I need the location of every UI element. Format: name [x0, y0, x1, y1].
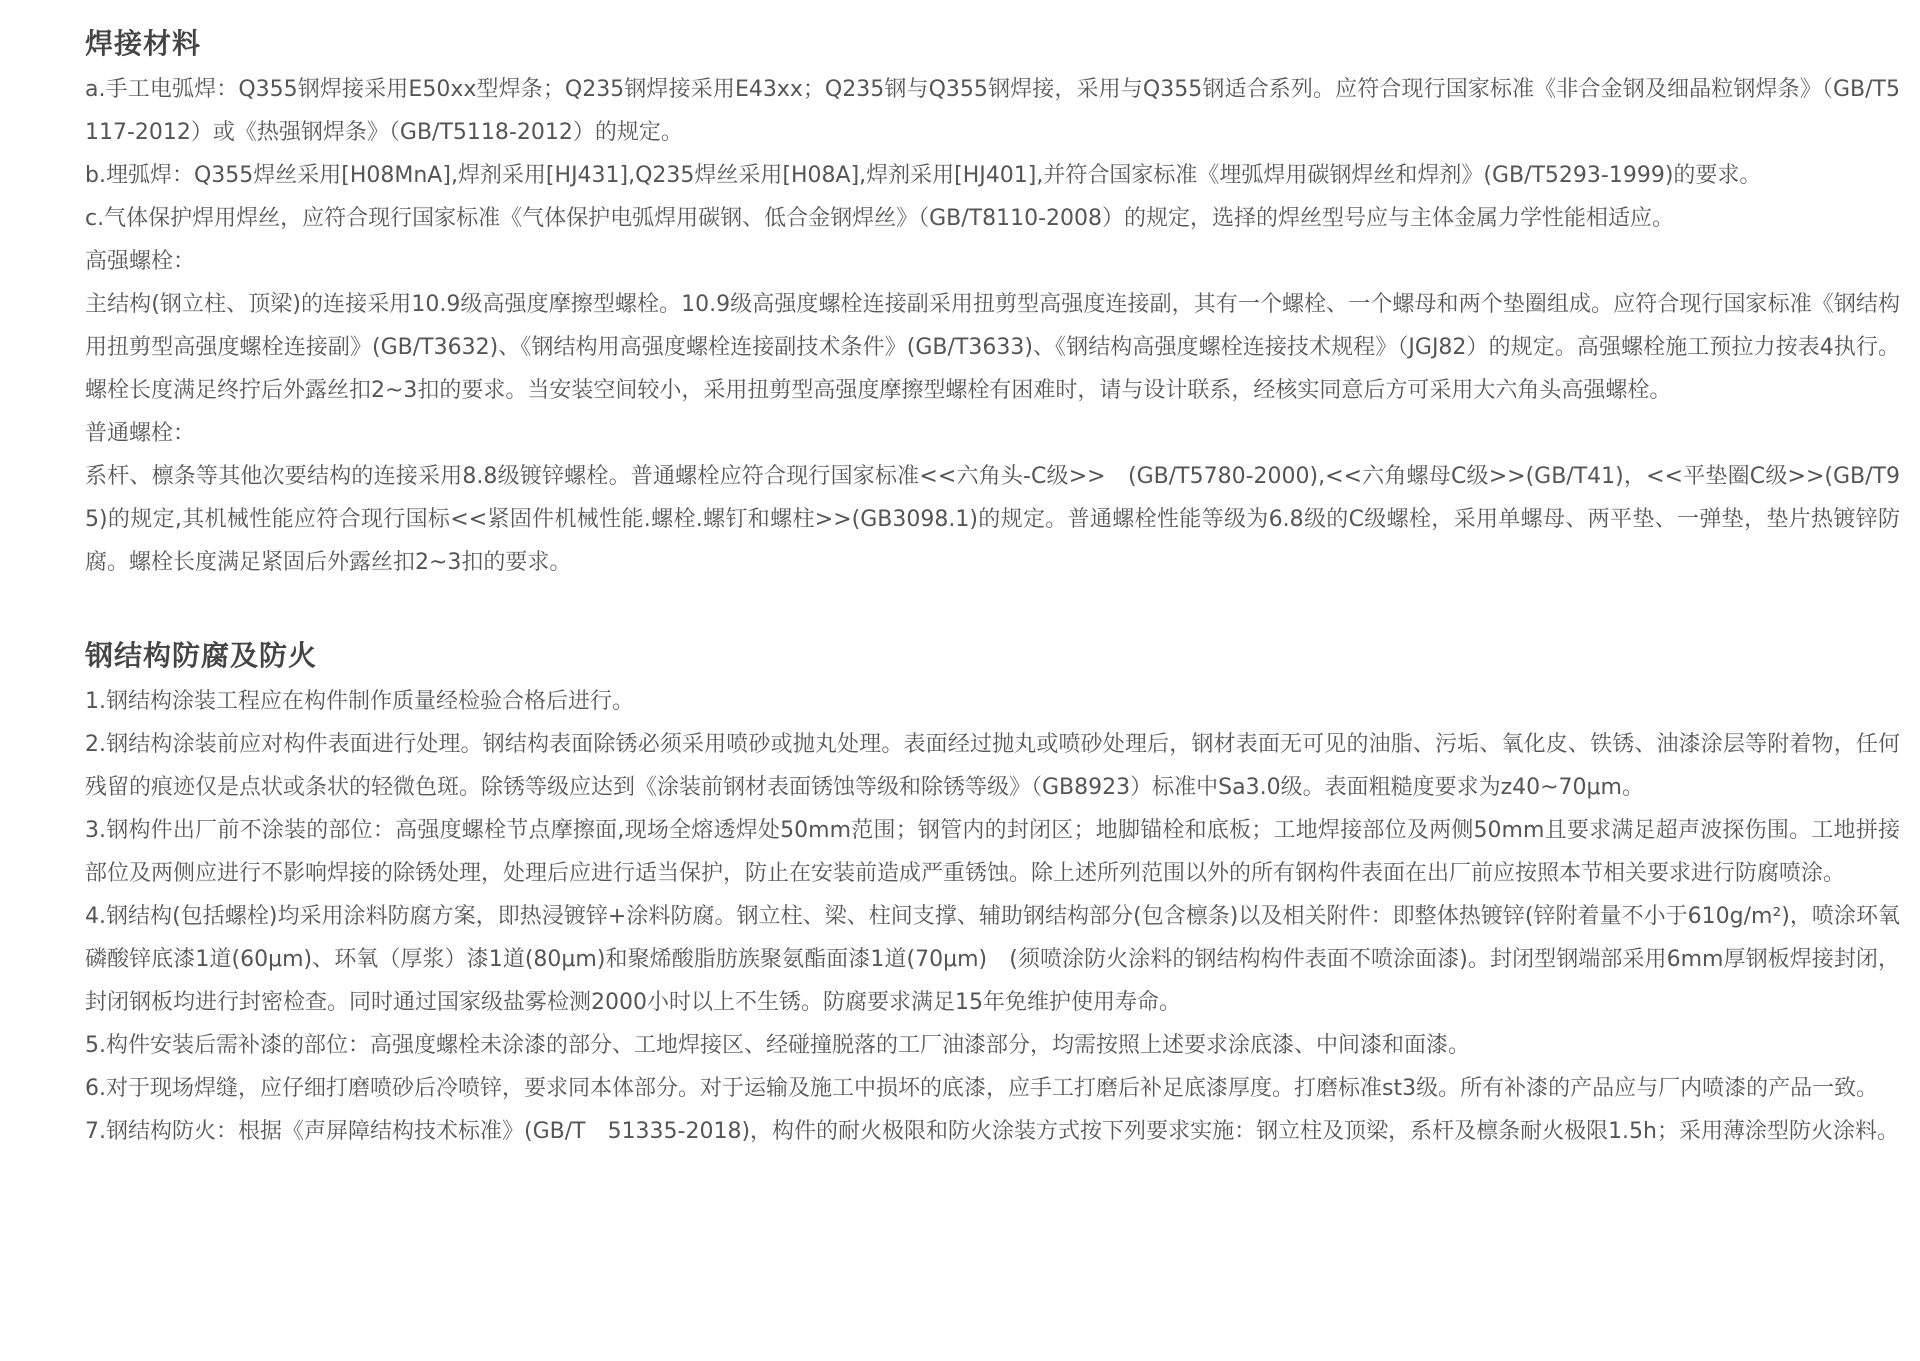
- paragraph-manual-arc-welding: a.手工电弧焊：Q355钢焊接采用E50xx型焊条；Q235钢焊接采用E43xx；Q235钢与Q355钢焊接，采用与Q355钢适合系列。应符合现行国家标准《非合金钢及细晶粒钢焊条》（GB/T5117-2012）或《热强钢焊条》（GB/T5118-2012）的规定。: [85, 77, 1900, 145]
- section-title-anticorrosion-fireproofing: 钢结构防腐及防火: [85, 639, 318, 672]
- paragraph-item-6: 6.对于现场焊缝，应仔细打磨喷砂后冷喷锌，要求同本体部分。对于运输及施工中损坏的底漆，应手工打磨后补足底漆厚度。打磨标准st3级。所有补漆的产品应与厂内喷漆的产品一致。: [85, 1076, 1879, 1101]
- subheading-high-strength-bolts: 高强螺栓：: [85, 249, 196, 274]
- paragraph-item-3: 3.钢构件出厂前不涂装的部位：高强度螺栓节点摩擦面,现场全熔透焊处50mm范围；钢管内的封闭区；地脚锚栓和底板；工地焊接部位及两侧50mm且要求满足超声波探伤围。工地拼接部位及两侧应进行不影响焊接的除锈处理，处理后应进行适当保护，防止在安装前造成严重锈蚀。除上述所列范围以外的所有钢构件表面在出厂前应按照本节相关要求进行防腐喷涂。: [85, 818, 1900, 886]
- subheading-ordinary-bolts: 普通螺栓：: [85, 421, 196, 446]
- paragraph-item-2: 2.钢结构涂装前应对构件表面进行处理。钢结构表面除锈必须采用喷砂或抛丸处理。表面经过抛丸或喷砂处理后，钢材表面无可见的油脂、污垢、氧化皮、铁锈、油漆涂层等附着物，任何残留的痕迹仅是点状或条状的轻微色斑。除锈等级应达到《涂装前钢材表面锈蚀等级和除锈等级》（GB8923）标准中Sa3.0级。表面粗糙度要求为z40~70μm。: [85, 732, 1900, 800]
- paragraph-item-7: 7.钢结构防火：根据《声屏障结构技术标准》(GB/T 51335-2018)，构件的耐火极限和防火涂装方式按下列要求实施：钢立柱及顶梁，系杆及檩条耐火极限1.5h；采用薄涂型防火涂料。: [85, 1119, 1899, 1144]
- paragraph-item-1: 1.钢结构涂装工程应在构件制作质量经检验合格后进行。: [85, 689, 634, 714]
- paragraph-item-5: 5.构件安装后需补漆的部位：高强度螺栓未涂漆的部分、工地焊接区、经碰撞脱落的工厂油漆部分，均需按照上述要求涂底漆、中间漆和面漆。: [85, 1033, 1470, 1058]
- section-title-welding-materials: 焊接材料: [85, 27, 202, 60]
- paragraph-submerged-arc-welding: b.埋弧焊：Q355焊丝采用[H08MnA],焊剂采用[HJ431],Q235焊丝采用[H08A],焊剂采用[HJ401],并符合国家标准《埋弧焊用碳钢焊丝和焊剂》(GB/T5293-1999)的要求。: [85, 163, 1762, 188]
- paragraph-high-strength-bolts: 主结构(钢立柱、顶梁)的连接采用10.9级高强度摩擦型螺栓。10.9级高强度螺栓连接副采用扭剪型高强度连接副，其有一个螺栓、一个螺母和两个垫圈组成。应符合现行国家标准《钢结构用扭剪型高强度螺栓连接副》(GB/T3632)、《钢结构用高强度螺栓连接副技术条件》(GB/T3633)、《钢结构高强度螺栓连接技术规程》（JGJ82）的规定。高强螺栓施工预拉力按表4执行。螺栓长度满足终拧后外露丝扣2~3扣的要求。当安装空间较小，采用扭剪型高强度摩擦型螺栓有困难时，请与设计联系，经核实同意后方可采用大六角头高强螺栓。: [85, 292, 1900, 403]
- paragraph-item-4: 4.钢结构(包括螺栓)均采用涂料防腐方案，即热浸镀锌+涂料防腐。钢立柱、梁、柱间支撑、辅助钢结构部分(包含檩条)以及相关附件：即整体热镀锌(锌附着量不小于610g/m²)，喷涂环氧磷酸锌底漆1道(60μm)、环氧（厚浆）漆1道(80μm)和聚烯酸脂肪族聚氨酯面漆1道(70μm) (须喷涂防火涂料的钢结构构件表面不喷涂面漆)。封闭型钢端部采用6mm厚钢板焊接封闭，封闭钢板均进行封密检查。同时通过国家级盐雾检测2000小时以上不生锈。防腐要求满足15年免维护使用寿命。: [85, 904, 1900, 1015]
- section-spacer: [85, 584, 1900, 632]
- paragraph-gas-shielded-welding: c.气体保护焊用焊丝，应符合现行国家标准《气体保护电弧焊用碳钢、低合金钢焊丝》（GB/T8110-2008）的规定，选择的焊丝型号应与主体金属力学性能相适应。: [85, 206, 1674, 231]
- paragraph-ordinary-bolts: 系杆、檩条等其他次要结构的连接采用8.8级镀锌螺栓。普通螺栓应符合现行国家标准<<六角头-C级>> (GB/T5780-2000),<<六角螺母C级>>(GB/T41)，<<平垫圈C级>>(GB/T95)的规定,其机械性能应符合现行国标<<紧固件机械性能.螺栓.螺钉和螺柱>>(GB3098.1)的规定。普通螺栓性能等级为6.8级的C级螺栓，采用单螺母、两平垫、一弹垫，垫片热镀锌防腐。螺栓长度满足紧固后外露丝扣2~3扣的要求。: [85, 464, 1900, 575]
